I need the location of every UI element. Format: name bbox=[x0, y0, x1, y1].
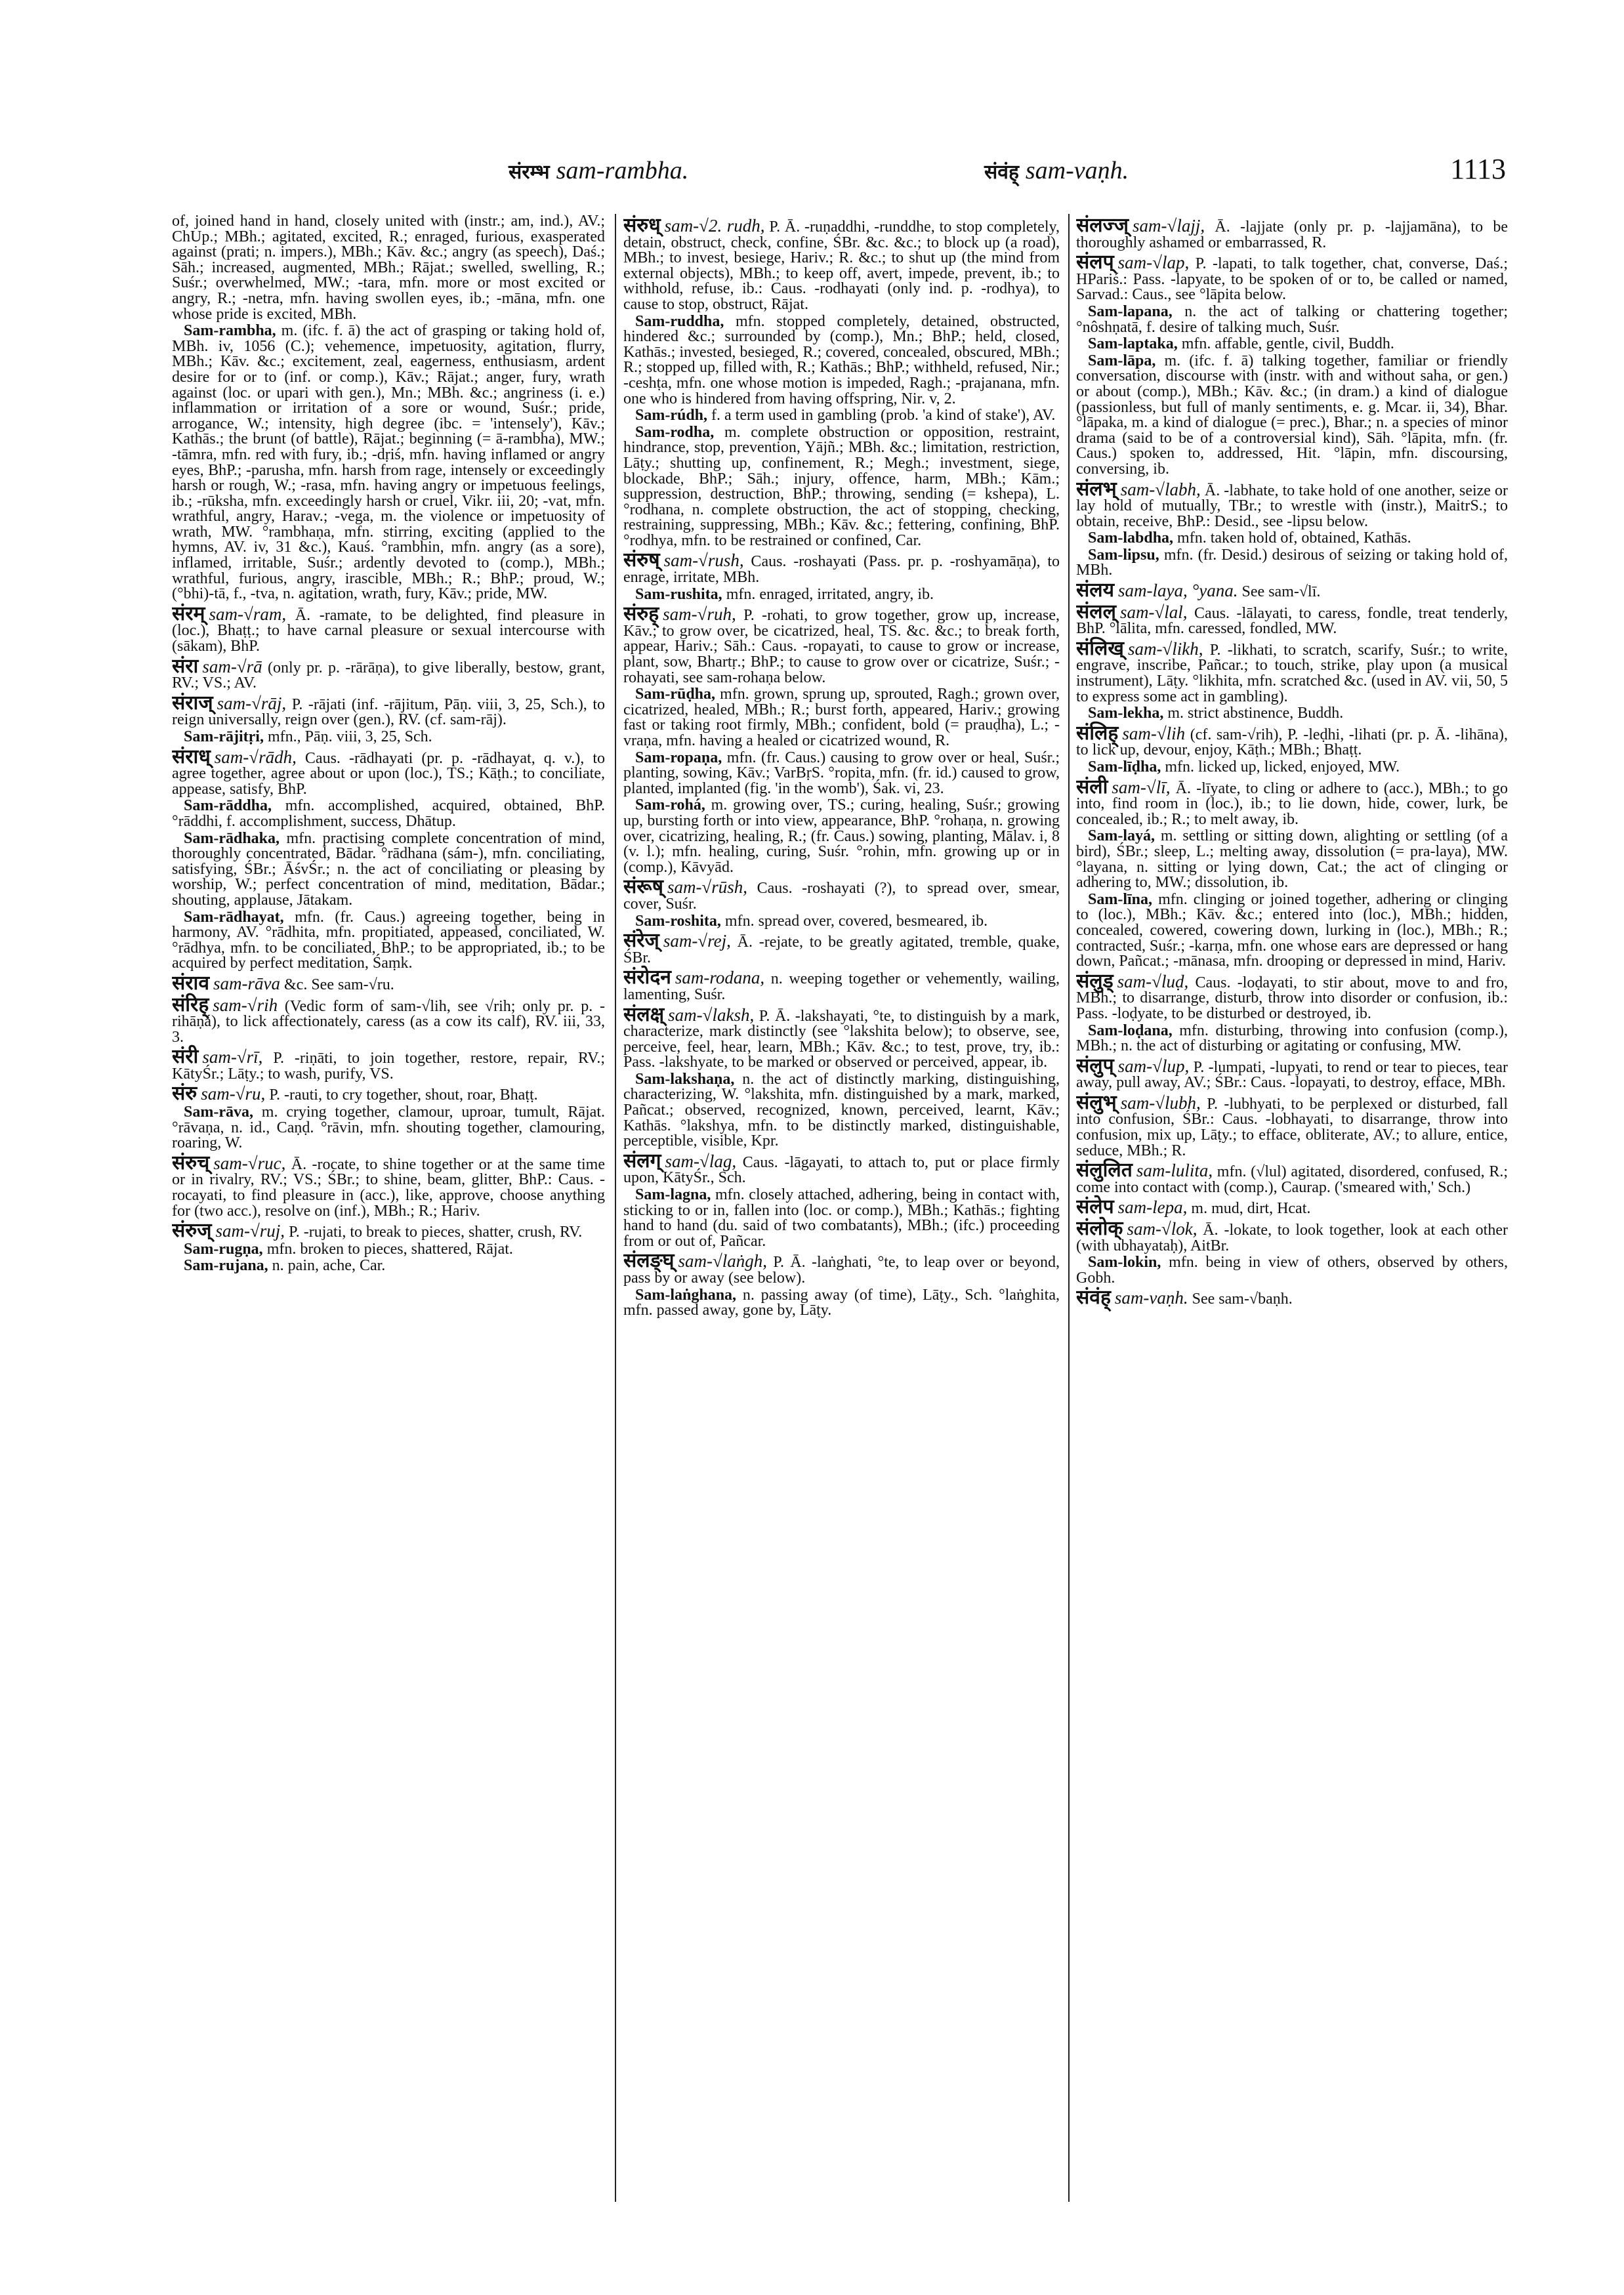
headword: sam-√rāj, bbox=[217, 693, 287, 713]
dictionary-entry-root bbox=[623, 1149, 1060, 1187]
headword: Sam-lipsu, bbox=[1088, 546, 1159, 564]
entry-text: Ā. -ramate, to be delighted, find pleasure in (loc.), Bhaṭṭ.; to have carnal pleasure or sexual intercourse with (sākam), BhP. bbox=[172, 606, 605, 655]
dictionary-entry-root bbox=[172, 1151, 605, 1220]
dictionary-entry-derivative bbox=[623, 751, 1060, 797]
dictionary-entry-derivative bbox=[172, 910, 605, 972]
headword-devanagari: संरेज् bbox=[623, 930, 659, 952]
entry-text: mfn. being in view of others, observed by others, Gobh. bbox=[1076, 1254, 1508, 1287]
entry-text: Ā. -lokate, to look together, look at each other (with ubhayataḥ), AitBr. bbox=[1076, 1222, 1508, 1254]
headword-devanagari: संराज् bbox=[172, 692, 213, 714]
entry-text: mfn. licked up, licked, enjoyed, MW. bbox=[1161, 758, 1400, 775]
dictionary-entry-root bbox=[1076, 970, 1508, 1022]
entry-text: Caus. -lālayati, to caress, fondle, treat tenderly, BhP. °lālita, mfn. caressed, fondled, MW. bbox=[1076, 604, 1508, 638]
headword: sam-√likh, bbox=[1127, 638, 1203, 659]
headword: Sam-rūḍha, bbox=[635, 686, 716, 703]
running-head-left-devanagari: संरम्भ bbox=[509, 161, 550, 183]
entry-text: Ā. -rocate, to shine together or at the same time or in rivalry, RV.; VS.; ŚBr.; to shine, beam, glitter, BhP.: Caus. -rocayati, to find pleasure in (acc.), like, approve, choose anything for (two acc.), resolve on (inf.), MBh.; R.; Hariv. bbox=[172, 1155, 605, 1220]
entry-text: mfn. enraged, irritated, angry, ib. bbox=[722, 585, 934, 603]
headword-devanagari: संरुध् bbox=[623, 215, 661, 236]
entry-text: mfn. (fr. Caus.) agreeing together, being in harmony, AV. °rādhita, mfn. propitiated, appeased, conciliated, W. °rādhya, mfn. to be conciliated, BhP.; to be appropriated, ib.; to be acquired by perfect meditation, Śaṃk. bbox=[172, 908, 605, 972]
entry-text: P. Ā. -ruṇaddhi, -runddhe, to stop completely, detain, obstruct, check, confine, ŚBr. &c. &c.; to block up (a road), MBh.; to invest, besiege, Hariv.; R. &c.; to shut up (the mind from external objects), MBh.; to keep off, avert, impede, prevent, ib.; to withhold, refuse, ib.: Caus. -rodhayati (only ind. p. -rodhya), to cause to stop, obstruct, Rājat. bbox=[623, 218, 1060, 313]
headword-devanagari: संरोदन bbox=[623, 966, 671, 989]
dictionary-entry-derivative bbox=[1076, 1255, 1508, 1286]
page-number: 1113 bbox=[1450, 153, 1506, 185]
entry-text: P. Ā. -lakshayati, °te, to distinguish by a mark, characterize, mark distinctly (see °lakshita below); to observe, see, perceive, feel, hear, learn, MBh.; Kāv. &c.; to test, prove, try, ib.: Pass. -lakshyate, to be marked or observed or perceived, appear, ib. bbox=[623, 1007, 1060, 1071]
entry-text: n. the act of distinctly marking, distinguishing, characterizing, W. °lakshita, mfn. distinguished by a mark, marked, Pañcat.; observed, recognized, known, perceived, learnt, Kāv.; Kathās. °lakshya, mfn. to be distinctly marked, distinguishable, perceptible, visible, Kpr. bbox=[623, 1070, 1060, 1150]
entry-text: mfn. disturbing, throwing into confusion (comp.), MBh.; n. the act of disturbing or agitating or confusing, MW. bbox=[1076, 1022, 1508, 1055]
entry-text: P. -rauti, to cry together, shout, roar, Bhaṭṭ. bbox=[265, 1086, 538, 1104]
headword: Sam-lakshaṇa, bbox=[635, 1070, 735, 1088]
headword-devanagari: संलुलित bbox=[1076, 1159, 1133, 1182]
running-head-left-text: sam-rambha. bbox=[556, 157, 689, 184]
headword-devanagari: संलुभ् bbox=[1076, 1091, 1117, 1113]
dictionary-entry-derivative bbox=[1076, 337, 1508, 352]
headword-devanagari: संवंह् bbox=[1076, 1287, 1111, 1309]
headword: sam-√lī, bbox=[1112, 777, 1171, 797]
entry-text: See sam-√lī. bbox=[1238, 583, 1321, 601]
entry-text: mfn. clinging or joined together, adhering or clinging to (loc.), MBh.; Kāv. &c.; entered into (loc.), MBh.; hidden, concealed, cowered, cowering down, lurking in (loc.), MBh.; R.; contracted, Suśr.; -karṇa, mfn. one whose ears are depressed or hang down, Pañcat.; -mānasa, mfn. drooping or depressed in mind, Hariv. bbox=[1076, 890, 1508, 970]
headword: Sam-labdha, bbox=[1088, 529, 1174, 547]
headword: sam-√lap, bbox=[1117, 253, 1190, 273]
dictionary-entry-root bbox=[172, 993, 605, 1046]
entry-text: &c. See sam-√ru. bbox=[280, 976, 394, 993]
headword-devanagari: संरु bbox=[172, 1083, 198, 1105]
headword: Sam-layá, bbox=[1088, 827, 1155, 845]
headword: Sam-rushita, bbox=[635, 585, 722, 603]
dictionary-entry-derivative bbox=[623, 1288, 1060, 1319]
entry-text: mfn. stopped completely, detained, obstructed, hindered &c.; surrounded by (comp.), Mn.; BhP.; held, closed, Kathās.; invested, besieged, R.; covered, concealed, obscured, MBh.; R.; stopped up, filled with, R.; Kathās.; BhP.; withheld, refused, Nir.; -ceshṭa, mfn. one whose motion is impeded, Ragh.; -prajanana, mfn. one who is hindered from having offspring, Nir. v, 2. bbox=[623, 312, 1060, 407]
headword-devanagari: संरम् bbox=[172, 602, 205, 625]
dictionary-entry-derivative bbox=[1076, 304, 1508, 335]
headword: sam-√ruh, bbox=[663, 604, 736, 625]
headword-devanagari: संलोक् bbox=[1076, 1218, 1123, 1240]
running-head-right-text: sam-vaṇh. bbox=[1025, 157, 1129, 184]
headword: Sam-lāpa, bbox=[1088, 352, 1156, 369]
entry-text: (Vedic form of sam-√lih, see √rih; only pr. p. -rihāṇá), to lick affectionately, caress (as a cow its calf), RV. iii, 33, 3. bbox=[172, 997, 605, 1046]
headword: sam-√lok, bbox=[1127, 1219, 1197, 1239]
entry-text: P. -lapati, to talk together, chat, converse, Daś.; HPariś.: Pass. -lapyate, to be spoken of or to, be called or named, Sarvad.: Caus., see °lāpita below. bbox=[1076, 255, 1508, 304]
dictionary-entry-derivative bbox=[172, 323, 605, 602]
dictionary-entry-root bbox=[623, 966, 1060, 1003]
dictionary-entry-derivative bbox=[1076, 760, 1508, 775]
entry-text: P. -rohati, to grow together, grow up, increase, Kāv.; to grow over, be cicatrized, heal, TS. &c. &c.; to break forth, appear, Hariv.; Sāh.: Caus. -ropayati, to cause to grow or increase, plant, sow, Bhartṛ.; BhP.; to cause to grow over or cicatrize, Suśr.; -rohayati, see sam-rohaṇa below. bbox=[623, 607, 1060, 686]
entry-text: n. passing away (of time), Lāṭy., Sch. °laṅghita, mfn. passed away, gone by, Lāṭy. bbox=[623, 1286, 1060, 1319]
entry-text: mfn. practising complete concentration of mind, thoroughly concentrated, Bādar. °rādhana (sám-), mfn. conciliating, satisfying, ŚBr.; ĀśvŚr.; n. the act of conciliating or pleasing by worship, W.; perfect concentration of mind, meditation, Bādar.; shouting, applause, Jātakam. bbox=[172, 829, 605, 909]
column-divider bbox=[1068, 214, 1070, 2202]
headword-devanagari: संरा bbox=[172, 655, 199, 677]
dictionary-entry-root bbox=[1076, 1091, 1508, 1159]
entry-text: of, joined hand in hand, closely united with (instr.; am, ind.), AV.; ChUp.; MBh.; agitated, excited, R.; enraged, furious, exasperated against (prati; n. impers.), MBh.; Kāv. &c.; angry (as speech), Daś.; Sāh.; increased, augmented, MBh.; Rājat.; swelled, swelling, R.; Suśr.; overwhelmed, MW.; -tara, mfn. more or most excited or angry, R.; -netra, mfn. having swollen eyes, ib.; -māna, mfn. one whose pride is excited, MBh. bbox=[172, 214, 605, 323]
headword-devanagari: संलिह् bbox=[1076, 722, 1119, 744]
dictionary-entry-derivative bbox=[623, 1072, 1060, 1149]
dictionary-entry-derivative bbox=[1076, 531, 1508, 547]
entry-text: n. weeping together or vehemently, wailing, lamenting, Suśr. bbox=[623, 970, 1060, 1003]
entry-text: P. -lumpati, -lupyati, to rend or tear to pieces, tear away, pull away, AV.; ŚBr.: Caus. -lopayati, to destroy, efface, MBh. bbox=[1076, 1058, 1508, 1092]
headword: sam-√rej, bbox=[663, 931, 731, 951]
dictionary-entry-root bbox=[623, 603, 1060, 686]
dictionary-entry-derivative bbox=[623, 687, 1060, 749]
dictionary-entry-derivative bbox=[1076, 829, 1508, 890]
dictionary-entry-root bbox=[172, 602, 605, 655]
column-2 bbox=[623, 214, 1060, 2208]
entry-text: (cf. sam-√rih), P. -leḍhi, -lihati (pr. p. Ā. -lihāna), to lick up, devour, enjoy, Kāṭh.; MBh.; Bhaṭṭ. bbox=[1076, 726, 1508, 759]
headword-devanagari: संरुच् bbox=[172, 1151, 210, 1174]
headword-devanagari: संरूष् bbox=[623, 876, 663, 898]
entry-text: mfn. taken hold of, obtained, Kathās. bbox=[1173, 529, 1411, 547]
dictionary-entry-root bbox=[172, 1220, 605, 1242]
headword: sam-√2. rudh, bbox=[664, 216, 765, 236]
dictionary-entry-derivative bbox=[172, 831, 605, 909]
entry-text: mfn. broken to pieces, shattered, Rājat. bbox=[262, 1240, 513, 1258]
entry-text: m. complete obstruction or opposition, restraint, hindrance, stop, prevention, Yājñ.; MBh. &c.; limitation, restriction, Lāṭy.; shutting up, confinement, R.; Megh.; investment, siege, blockade, BhP.; Sāh.; injury, offence, harm, MBh.; Kām.; suppression, destruction, BhP.; throwing, sending (= kshepa), L. °rodhana, n. complete obstruction, the act of stopping, checking, restraining, suppressing, MBh.; Kāv. &c.; fettering, confining, BhP. °rodhya, mfn. to be restrained or confined, Car. bbox=[623, 423, 1060, 549]
running-head-right bbox=[984, 156, 1129, 185]
headword: Sam-rujana, bbox=[184, 1257, 268, 1275]
dictionary-entry-derivative bbox=[172, 730, 605, 745]
entry-text: m. strict abstinence, Buddh. bbox=[1163, 705, 1344, 722]
entry-text: m. settling or sitting down, alighting or settling (of a bird), ŚBr.; sleep, L.; melting away, dissolution (= pra-laya), MW. °layana, n. sitting or lying down, Cat.; the act of clinging or adhering to, MW.; dissolution, ib. bbox=[1076, 827, 1508, 892]
entry-text: m. (ifc. f. ā) talking together, familiar or friendly conversation, discourse with (instr. with and without saha, or gen.) or about (comp.), MBh.; Kāv. &c.; (in dram.) a kind of dialogue (passionless, but full of manly sentiments, e. g. Mcar. ii, 34), Bhar. °lāpaka, m. a kind of dialogue (= prec.), Bhar.; n. a species of minor drama (said to be of a controversial kind), Sāh. °lāpita, mfn. (fr. Caus.) spoken to, addressed, Hit. °lāpin, mfn. discoursing, conversing, ib. bbox=[1076, 352, 1508, 478]
dictionary-entry-root bbox=[1076, 1287, 1508, 1309]
headword: sam-√ram, bbox=[209, 604, 287, 624]
headword: sam-lulita, bbox=[1136, 1161, 1213, 1181]
headword: sam-rodana, bbox=[675, 968, 765, 988]
dictionary-entry-root bbox=[1076, 579, 1508, 602]
headword: sam-√lag, bbox=[665, 1151, 737, 1171]
entry-text: mfn. grown, sprung up, sprouted, Ragh.; grown over, cicatrized, healed, MBh.; R.; burst forth, appeared, Hariv.; growing fast or taking root firmly, MBh.; confident, bold (= prauḍha), L.; -vraṇa, mfn. having a healed or cicatrized wound, R. bbox=[623, 686, 1060, 749]
dictionary-entry-derivative bbox=[623, 1188, 1060, 1249]
headword-devanagari: संलय bbox=[1076, 579, 1115, 602]
headword-devanagari: संरुष् bbox=[623, 549, 660, 571]
dictionary-entry-root bbox=[1076, 600, 1508, 638]
headword: sam-√labh, bbox=[1120, 479, 1201, 499]
column-divider bbox=[615, 214, 616, 2202]
entry-text: mfn. accomplished, acquired, obtained, BhP. °rāddhi, f. accomplishment, success, Dhātup. bbox=[172, 797, 605, 830]
headword: sam-√laksh, bbox=[668, 1004, 755, 1025]
headword: Sam-rādhaka, bbox=[184, 829, 280, 847]
running-head-left bbox=[509, 156, 688, 185]
dictionary-entry-derivative bbox=[172, 1258, 605, 1274]
dictionary-entry-root bbox=[1076, 215, 1508, 251]
dictionary-entry-root bbox=[1076, 637, 1508, 705]
entry-text: Caus. -roshayati (?), to spread over, smear, cover, Suśr. bbox=[623, 880, 1060, 913]
dictionary-entry-derivative bbox=[623, 314, 1060, 407]
headword: sam-√rā bbox=[202, 656, 262, 676]
headword-devanagari: संलग् bbox=[623, 1149, 661, 1172]
headword: sam-√luḍ, bbox=[1117, 971, 1189, 991]
column-1 bbox=[172, 214, 605, 2208]
dictionary-entry-derivative bbox=[1076, 354, 1508, 478]
entry-text: m. crying together, clamour, uproar, tumult, Rājat. °rāvaṇa, n. id., Caṇḍ. °rāvin, mfn. shouting together, clamouring, roaring, W. bbox=[172, 1104, 605, 1152]
entry-text: Ā. -līyate, to cling or adhere to (acc.), MBh.; to go into, find room in (loc.), ib.; to lie down, hide, cower, lurk, be concealed, ib.; R.; to melt away, ib. bbox=[1076, 779, 1508, 828]
headword: Sam-līna, bbox=[1088, 890, 1153, 908]
dictionary-entry-root bbox=[172, 1046, 605, 1083]
dictionary-entry-derivative bbox=[623, 408, 1060, 424]
dictionary-entry-root bbox=[623, 876, 1060, 913]
dictionary-entry-root bbox=[1076, 775, 1508, 828]
headword: sam-laya, °yana. bbox=[1118, 581, 1238, 601]
headword-devanagari: संलङ्घ् bbox=[623, 1250, 675, 1272]
headword: sam-√ru, bbox=[201, 1084, 266, 1104]
headword: sam-√laṅgh, bbox=[678, 1251, 768, 1272]
dictionary-entry-root bbox=[623, 549, 1060, 587]
dictionary-entry-root bbox=[172, 1083, 605, 1105]
dictionary-entry-derivative bbox=[623, 914, 1060, 930]
headword: sam-√ruc, bbox=[213, 1153, 286, 1173]
headword-devanagari: संलभ् bbox=[1076, 478, 1117, 500]
headword: sam-√rih bbox=[213, 995, 278, 1015]
headword: Sam-lokin, bbox=[1088, 1254, 1161, 1272]
dictionary-entry-derivative bbox=[623, 798, 1060, 875]
headword: Sam-roshita, bbox=[635, 912, 721, 930]
headword: Sam-rājitṛi, bbox=[184, 728, 264, 745]
entry-text: Caus. -roshayati (Pass. pr. p. -roshyamāṇa), to enrage, irritate, MBh. bbox=[623, 553, 1060, 587]
dictionary-entry-derivative bbox=[1076, 1023, 1508, 1054]
dictionary-entry-root bbox=[1076, 1159, 1508, 1196]
headword: sam-√rī, bbox=[202, 1047, 263, 1067]
headword: sam-√lajj, bbox=[1133, 216, 1205, 236]
entry-text: m. (ifc. f. ā) the act of grasping or taking hold of, MBh. iv, 1056 (C.); vehemence, impetuosity, agitation, flurry, MBh.; Kāv. &c.; excitement, zeal, eagerness, enthusiasm, ardent desire for or to (inf. or comp.), Kāv.; Rājat.; anger, fury, wrath against (loc. or upari with gen.), Mn.; MBh. &c.; angriness (i. e.) inflammation or irritation of a sore or wound, Suśr.; pride, arrogance, W.; intensity, high degree (ibc. = 'intensely'), Kāv.; Kathās.; the brunt (of battle), Rājat.; beginning (= ā-rambha), MW.; -tāmra, mfn. red with fury, ib.; -dṛiś, mfn. having inflamed or angry eyes, BhP.; -parusha, mfn. harsh from rage, intensely or exceedingly harsh or rough, W.; -rasa, mfn. having angry or impetuous feelings, ib.; -rūksha, mfn. exceedingly harsh or cruel, Vikr. iii, 20; -vat, mfn. wrathful, angry, Harav.; -vega, m. the violence or impetuosity of wrath, MW. °rambhaṇa, mfn. stirring, exciting (applied to the hymns, AV. iv, 31 &c.), Kauś. °rambhin, mfn. angry (as a sore), inflamed, irritable, Suśr.; ardently devoted to (comp.), MBh.; wrathful, furious, angry, irascible, MBh.; R.; BhP.; proud, W.; (°bhi)-tā, f., -tva, n. agitation, wrath, fury, Kāv.; pride, MW. bbox=[172, 322, 605, 603]
headword: Sam-rāddha, bbox=[184, 797, 272, 815]
entry-text: n. the act of talking or chattering together; °nôshṇatā, f. desire of talking much, Suśr. bbox=[1076, 302, 1508, 336]
headword-devanagari: संलल् bbox=[1076, 600, 1116, 623]
dictionary-entry-root bbox=[623, 215, 1060, 313]
dictionary-entry-derivative bbox=[1076, 548, 1508, 579]
headword: sam-lepa, bbox=[1117, 1197, 1188, 1218]
entry-text: Ā. -rejate, to be greatly agitated, tremble, quake, ŚBr. bbox=[623, 934, 1060, 966]
dictionary-entry-root bbox=[623, 1250, 1060, 1287]
running-head-right-devanagari: संवंह् bbox=[984, 161, 1019, 183]
dictionary-entry-root bbox=[172, 692, 605, 729]
headword-devanagari: संराव bbox=[172, 972, 209, 994]
entry-text: mfn. (fr. Desid.) desirous of seizing or taking hold of, MBh. bbox=[1076, 546, 1508, 579]
entry-text: P. Ā. -laṅghati, °te, to leap over or beyond, pass by or away (see below). bbox=[623, 1254, 1060, 1287]
headword: Sam-rohá, bbox=[635, 796, 705, 814]
entry-text: Caus. -lāgayati, to attach to, put or place firmly upon, KātyŚr., Sch. bbox=[623, 1153, 1060, 1187]
headword: sam-√lih bbox=[1122, 723, 1186, 743]
entry-text: m. mud, dirt, Hcat. bbox=[1187, 1200, 1311, 1218]
dictionary-entry-derivative bbox=[623, 587, 1060, 603]
dictionary-entry-root bbox=[172, 972, 605, 994]
entry-text: Caus. -rādhayati (pr. p. -rādhayat, q. v.), to agree together, agree about or upon (loc.), TS.; Kāṭh.; to conciliate, appease, satisfy, BhP. bbox=[172, 749, 605, 798]
headword: Sam-rugṇa, bbox=[184, 1240, 263, 1258]
headword: sam-√lup, bbox=[1117, 1056, 1190, 1076]
headword: Sam-laptaka, bbox=[1088, 335, 1178, 353]
entry-text: mfn. spread over, covered, besmeared, ib. bbox=[720, 912, 988, 930]
entry-text: mfn., Pāṇ. viii, 3, 25, Sch. bbox=[263, 728, 432, 745]
headword: Sam-rādhayat, bbox=[184, 908, 284, 926]
entry-text: Ā. -lajjate (only pr. p. -lajjamāna), to be thoroughly ashamed or embarrassed, R. bbox=[1076, 218, 1508, 251]
entry-text: (only pr. p. -rārāṇa), to give liberally, bestow, grant, RV.; VS.; AV. bbox=[172, 659, 605, 692]
entry-text: mfn. closely attached, adhering, being in contact with, sticking to or in, fallen into (loc. or comp.), MBh.; Kathās.; fighting hand to hand (du. said of two combatants), MBh.; (ifc.) proceeding from or out of, Pañcar. bbox=[623, 1186, 1060, 1250]
headword: Sam-rúdh, bbox=[635, 407, 708, 424]
headword-devanagari: संरी bbox=[172, 1046, 199, 1068]
entry-text: m. growing over, TS.; curing, healing, Suśr.; growing up, bursting forth or into view, appearance, BhP. °rohaṇa, n. growing over, cicatrizing, healing, R.; (fr. Caus.) sowing, planting, Mālav. i, 8 (v. l.); mfn. healing, curing, Suśr. °rohin, mfn. growing up or in (comp.), Kāvyād. bbox=[623, 796, 1060, 876]
entry-text: Ā. -labhate, to take hold of one another, seize or lay hold of mutually, TBr.; to wrestle with (instr.), MaitrS.; to obtain, receive, BhP.: Desid., see -lipsu below. bbox=[1076, 482, 1508, 530]
entry-text: P. -rujati, to break to pieces, shatter, crush, RV. bbox=[285, 1224, 583, 1241]
dictionary-entry-root bbox=[1076, 1218, 1508, 1254]
headword-devanagari: संली bbox=[1076, 775, 1108, 798]
dictionary-entry-root bbox=[623, 1003, 1060, 1071]
headword: Sam-lekha, bbox=[1088, 705, 1164, 722]
headword-devanagari: संराध् bbox=[172, 745, 211, 768]
entry-text: P. -rājati (inf. -rājitum, Pāṇ. viii, 3, 25, Sch.), to reign universally, reign over (gen.), RV. (cf. sam-rāj). bbox=[172, 695, 605, 729]
headword: sam-√lal, bbox=[1119, 602, 1188, 622]
headword: Sam-laṅghana, bbox=[635, 1286, 737, 1304]
headword-devanagari: संरिह् bbox=[172, 993, 209, 1016]
dictionary-entry-derivative bbox=[172, 798, 605, 829]
entry-text: P. -riṇāti, to join together, restore, repair, RV.; KātyŚr.; Lāṭy.; to wash, purify, VS. bbox=[172, 1050, 605, 1083]
headword-devanagari: संलुप् bbox=[1076, 1054, 1114, 1077]
entry-text: f. a term used in gambling (prob. 'a kind of stake'), AV. bbox=[707, 407, 1056, 424]
dictionary-entry-root bbox=[172, 745, 605, 798]
dictionary-entry-derivative bbox=[1076, 892, 1508, 970]
dictionary-entry-root bbox=[1076, 1054, 1508, 1092]
headword-devanagari: संरुह् bbox=[623, 603, 659, 625]
headword: sam-√rādh, bbox=[214, 747, 297, 767]
headword: Sam-ropaṇa, bbox=[635, 749, 722, 766]
headword: sam-√ruj, bbox=[215, 1221, 285, 1241]
headword-devanagari: संलज्ज् bbox=[1076, 215, 1129, 236]
headword: Sam-rāva, bbox=[184, 1104, 253, 1121]
headword: Sam-lagna, bbox=[635, 1186, 711, 1204]
dictionary-entry-root bbox=[1076, 1196, 1508, 1218]
headword: sam-√rūsh, bbox=[667, 877, 748, 898]
headword: sam-√lubh, bbox=[1120, 1092, 1201, 1113]
entry-text: P. -likhati, to scratch, scarify, Suśr.; to write, engrave, inscribe, Pañcar.; to touch, strike, play upon (a musical instrument), Lāṭy. °likhita, mfn. scratched &c. (used in AV. vii, 50, 5 to express some act in gambling). bbox=[1076, 641, 1508, 705]
dictionary-entry-derivative bbox=[1076, 706, 1508, 722]
headword-devanagari: संरुज् bbox=[172, 1220, 212, 1242]
headword: Sam-līḍha, bbox=[1088, 758, 1161, 775]
headword-devanagari: संलप् bbox=[1076, 251, 1114, 274]
headword: Sam-ruddha, bbox=[635, 312, 724, 330]
dictionary-entry-derivative bbox=[172, 1105, 605, 1151]
headword-devanagari: संलक्ष् bbox=[623, 1003, 665, 1025]
dictionary-entry-derivative bbox=[623, 425, 1060, 549]
dictionary-entry-derivative bbox=[172, 1242, 605, 1258]
entry-text: See sam-√baṇh. bbox=[1188, 1291, 1293, 1308]
dictionary-entry-root bbox=[1076, 722, 1508, 759]
entry-text: mfn. (√lul) agitated, disordered, confused, R.; come into contact with (comp.), Caurap. ('smeared with,' Sch.) bbox=[1076, 1163, 1508, 1196]
headword: sam-rāva bbox=[213, 973, 280, 993]
headword-devanagari: संलुड् bbox=[1076, 970, 1114, 992]
headword: Sam-loḍana, bbox=[1088, 1022, 1173, 1039]
headword: Sam-rodha, bbox=[635, 423, 715, 441]
entry-text: mfn. affable, gentle, civil, Buddh. bbox=[1177, 335, 1394, 353]
entry-text: n. pain, ache, Car. bbox=[268, 1257, 386, 1275]
headword: sam-√rush, bbox=[663, 550, 744, 571]
dictionary-entry-root bbox=[1076, 478, 1508, 530]
entry-text: Caus. -loḍayati, to stir about, move to and fro, MBh.; to disarrange, disturb, throw into disorder or confusion, ib.: Pass. -loḍyate, to be disturbed or destroyed, ib. bbox=[1076, 974, 1508, 1022]
headword-devanagari: संलेप bbox=[1076, 1196, 1114, 1218]
dictionary-entry-continuation bbox=[172, 214, 605, 322]
dictionary-entry-root bbox=[623, 930, 1060, 966]
headword: Sam-lapana, bbox=[1088, 302, 1173, 320]
entry-text: mfn. (fr. Caus.) causing to grow over or heal, Suśr.; planting, sowing, Kāv.; VarBṛS. °ropita, mfn. (fr. id.) caused to grow, planted, implanted (fig. 'in the womb'), Śak. vi, 23. bbox=[623, 749, 1060, 797]
headword-devanagari: संलिख् bbox=[1076, 637, 1124, 659]
headword: sam-vaṇh. bbox=[1114, 1288, 1188, 1308]
dictionary-entry-root bbox=[1076, 251, 1508, 304]
column-3 bbox=[1076, 214, 1508, 2208]
entry-text: P. -lubhyati, to be perplexed or disturbed, fall into confusion, ŚBr.: Caus. -lobhayati, to disarrange, throw into confusion, mix up, Lāṭy.; to efface, obliterate, AV.; to allure, entice, seduce, MBh.; R. bbox=[1076, 1095, 1508, 1159]
headword: Sam-rambha, bbox=[184, 322, 276, 340]
dictionary-entry-root bbox=[172, 655, 605, 692]
